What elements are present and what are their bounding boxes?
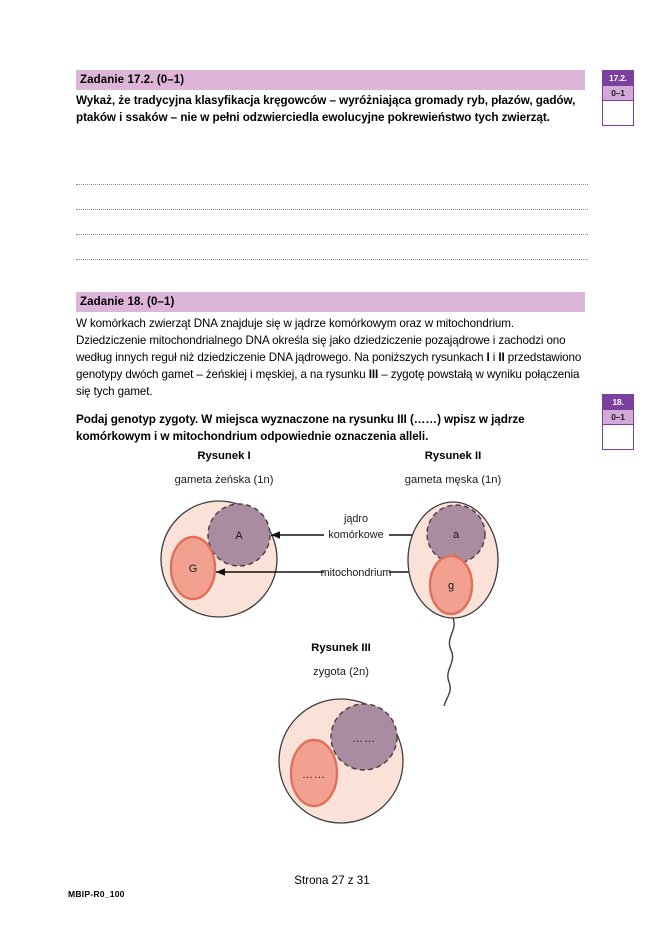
answer-line[interactable]: [76, 210, 588, 235]
answer-lines-17-2[interactable]: [76, 160, 588, 260]
task-body-part-1: W komórkach zwierząt DNA znajduje się w jądrze komórkowym oraz w mitochondrium. Dziedziczenie mitochondrialnego DNA określa się jako dziedziczenie pozajądrowe i zachodzi ono według innych reguł niż dziedziczenie DNA jądrowego. Na poniższych rysunkach: [76, 317, 566, 364]
task-body-part-3: przedstawiono genotypy dwóch gamet – żeńskiej i męskiej, a na rysunku: [76, 351, 582, 381]
score-box-17-2: [602, 70, 634, 126]
figure-ref-1: I: [486, 351, 490, 364]
figure-1-mitochondrion-allele: G: [188, 563, 198, 575]
figure-2-nucleus-allele: a: [452, 529, 460, 541]
document-code: MBIP-R0_100: [68, 889, 125, 899]
figure-1-cell: [161, 501, 277, 617]
answer-line[interactable]: [76, 160, 588, 185]
task-block-18: [76, 292, 585, 445]
biology-figure: [76, 444, 588, 834]
callout-nucleus-line1: jądro: [343, 513, 369, 525]
score-entry-field[interactable]: [603, 101, 633, 125]
figure-ref-2: II: [498, 351, 505, 364]
task-body-part-4: – zygotę powstałą w wyniku połączenia się tych gamet.: [76, 368, 580, 398]
callout-mitochondrion: mitochondrium: [320, 567, 392, 579]
page-number: Strona 27 z 31: [294, 874, 370, 887]
score-range: 0–1: [603, 85, 633, 101]
task-body-18: [76, 312, 585, 400]
figure-2-subtitle: gameta męska (1n): [404, 474, 502, 486]
score-task-number: 17.2.: [603, 71, 633, 85]
task-instruction-18: Podaj genotyp zygoty. W miejsca wyznaczone na rysunku III (……) wpisz w jądrze komórkowym i w mitochondrium odpowiednie oznaczenia alleli.: [76, 413, 525, 444]
figure-1-title: Rysunek I: [197, 450, 251, 462]
score-box-18: [602, 394, 634, 450]
figure-3-title: Rysunek III: [311, 642, 371, 654]
task-block-17-2: [76, 70, 585, 126]
task-body-part-2: i: [489, 351, 499, 364]
score-entry-field[interactable]: [603, 425, 633, 449]
answer-line[interactable]: [76, 185, 588, 210]
figure-3-mitochondrion-blank[interactable]: ……: [302, 769, 326, 781]
task-prompt-17-2: Wykaż, że tradycyjna klasyfikacja kręgowców – wyróżniająca gromady ryb, płazów, gadów, ptaków i ssaków – nie w pełni odzwierciedla ewolucyjne pokrewieństwo tych zwierząt.: [76, 94, 576, 125]
figure-2-cell: [408, 502, 498, 706]
task-header-17-2: Zadanie 17.2. (0–1): [76, 70, 585, 90]
score-range: 0–1: [603, 409, 633, 425]
figure-3-nucleus-blank[interactable]: ……: [352, 733, 376, 745]
figure-2-title: Rysunek II: [424, 450, 482, 462]
figure-3-subtitle: zygota (2n): [313, 666, 369, 678]
figure-1-subtitle: gameta żeńska (1n): [174, 474, 274, 486]
figure-3-cell: [279, 699, 403, 823]
callout-nucleus-line2: komórkowe: [328, 529, 384, 541]
answer-line[interactable]: [76, 235, 588, 260]
flagellum-icon: [444, 618, 454, 706]
score-task-number: 18.: [603, 395, 633, 409]
figure-ref-3: III: [368, 368, 379, 381]
figure-1-nucleus-allele: A: [235, 530, 243, 542]
task-header-18: Zadanie 18. (0–1): [76, 292, 585, 312]
figure-2-mitochondrion-allele: g: [447, 580, 455, 592]
